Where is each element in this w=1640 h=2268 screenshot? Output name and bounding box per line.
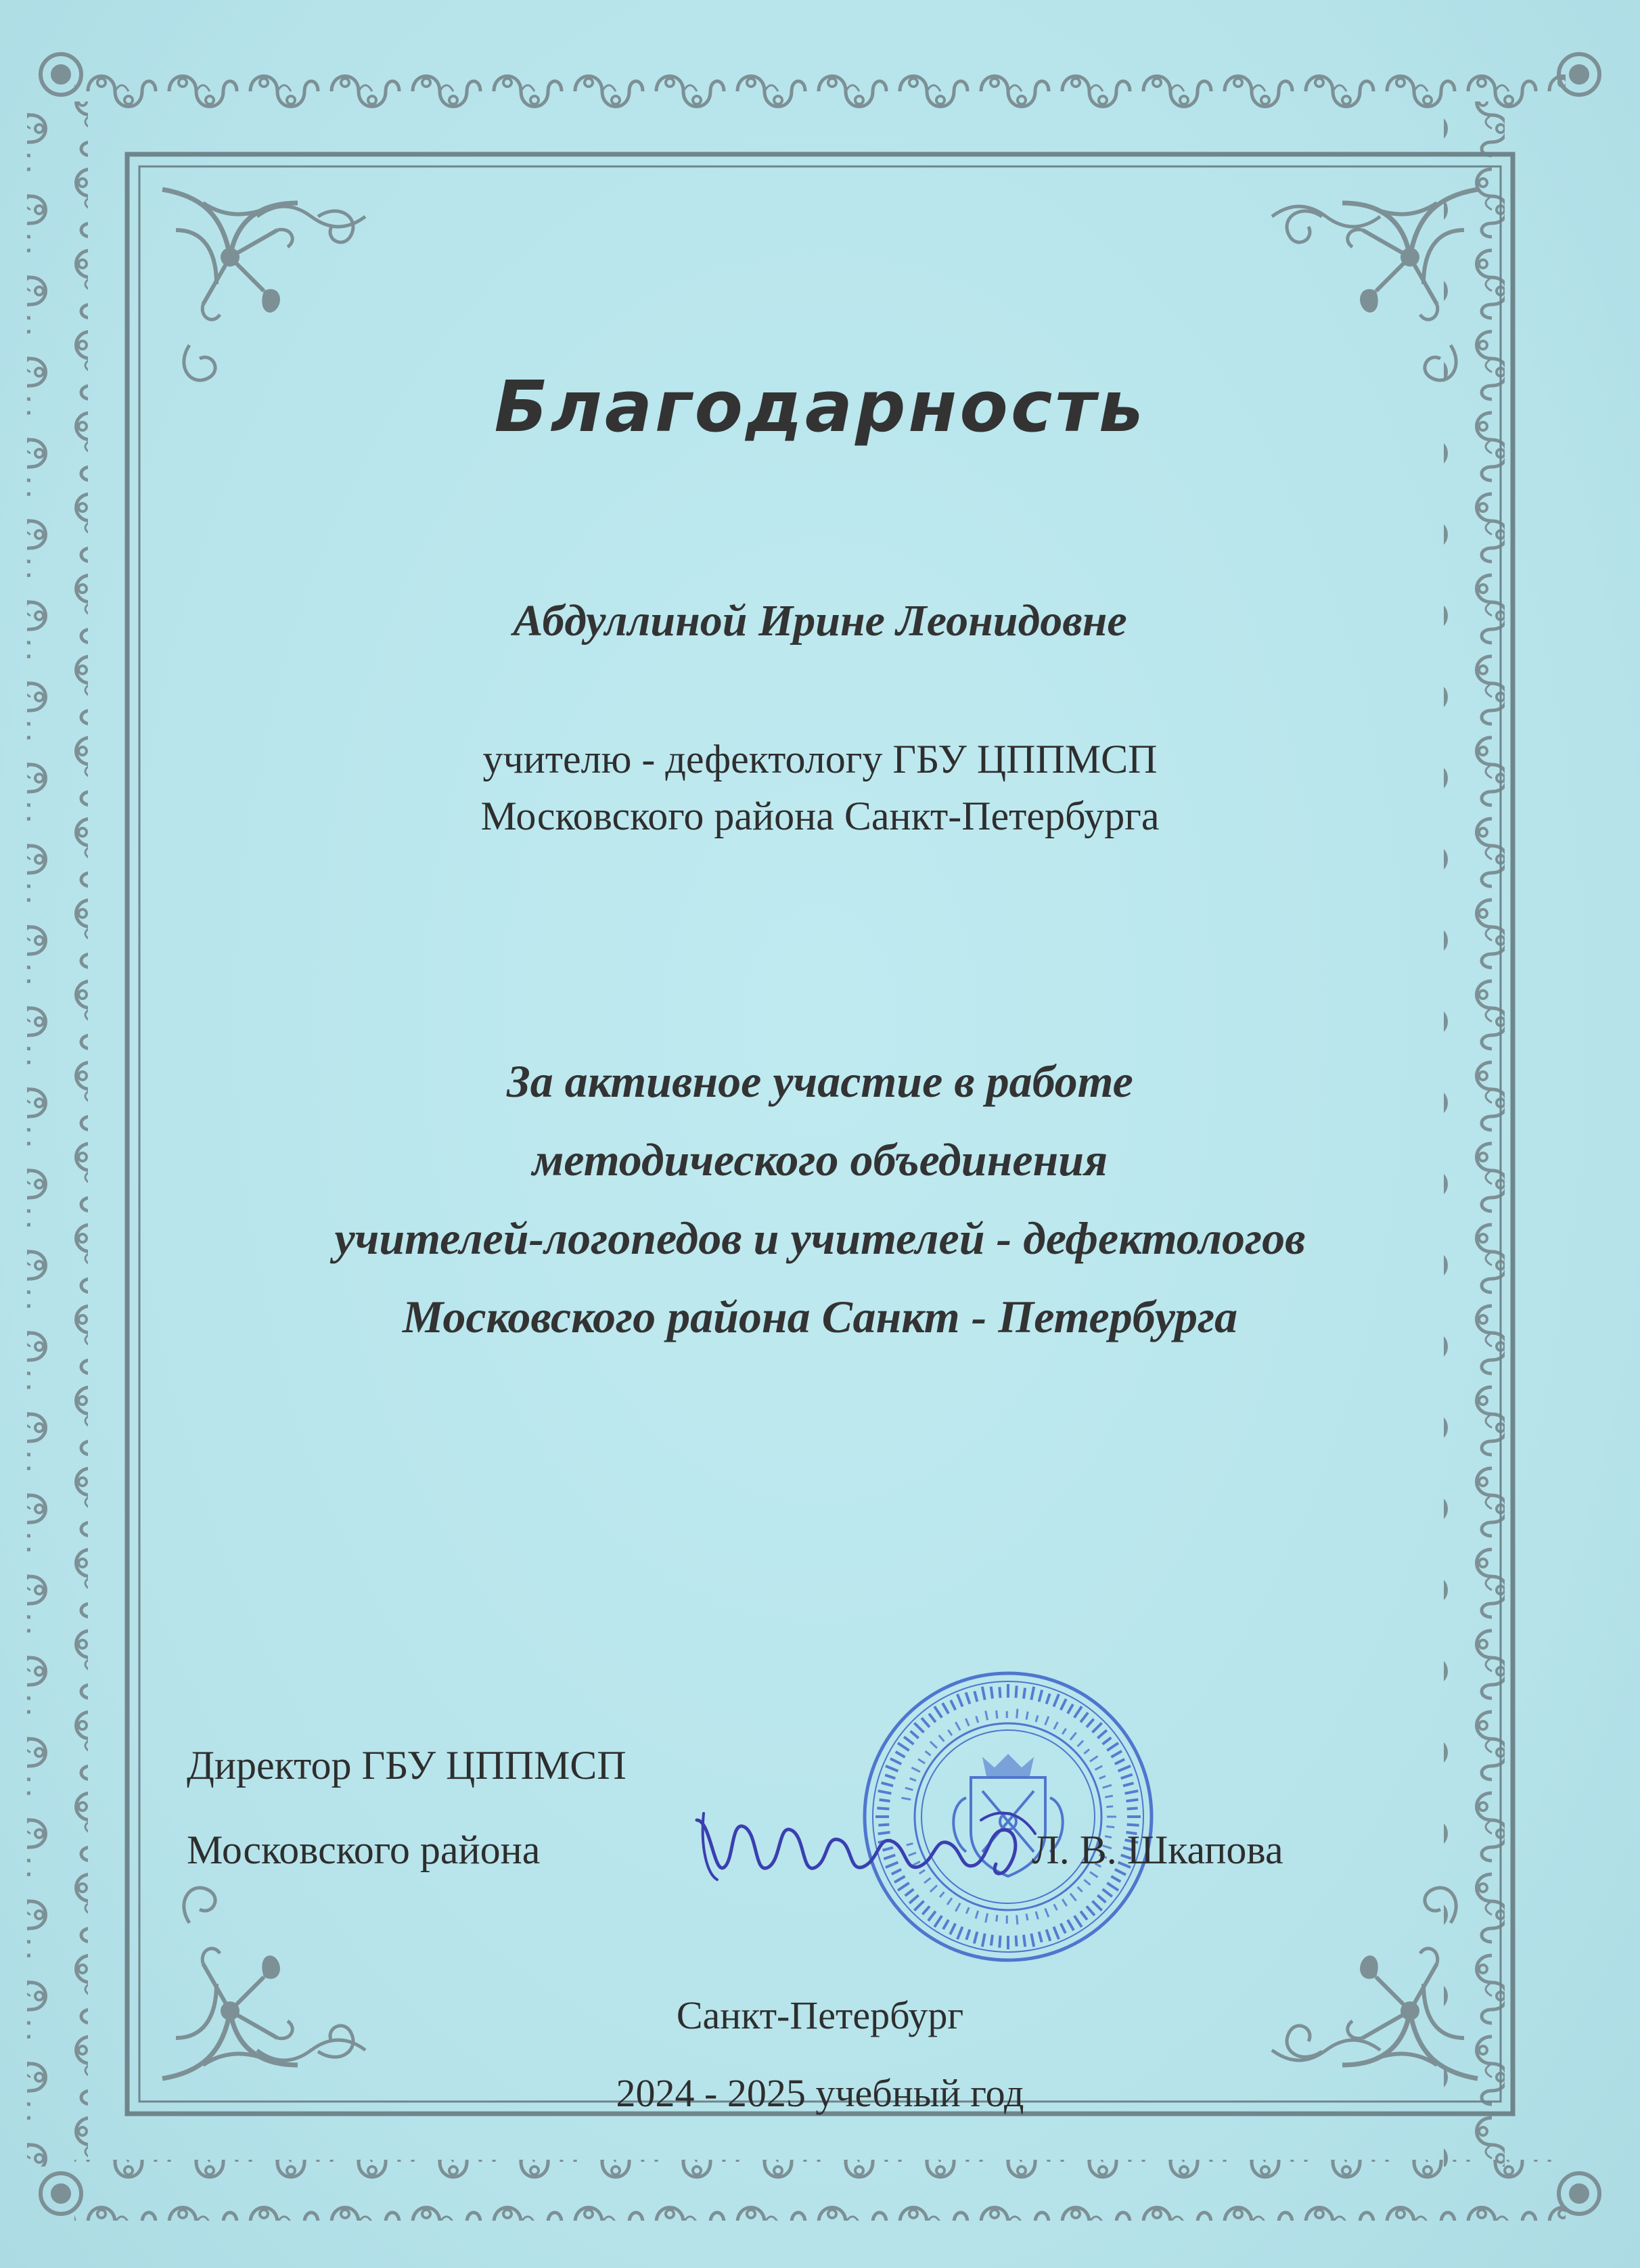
position-line: учителю - дефектологу ГБУ ЦППМСП (482, 737, 1158, 781)
stamp-glyph-mark (1074, 1706, 1082, 1718)
stamp-glyph-mark (1099, 1776, 1106, 1779)
signatory-title-district: Московского района (187, 1828, 541, 1872)
handwritten-signature (683, 1793, 1049, 1901)
signatory-name: Л. В. Шкапова (1032, 1828, 1283, 1872)
stamp-glyph-mark (929, 1714, 936, 1723)
stamp-glyph-mark (1078, 1741, 1084, 1747)
stamp-glyph-mark (905, 1788, 913, 1790)
stamp-glyph-mark (1026, 1914, 1028, 1921)
stamp-glyph-mark (1125, 1791, 1139, 1794)
stamp-glyph-mark (1016, 1936, 1017, 1947)
academic-year: 2024 - 2025 учебный год (616, 2071, 1024, 2115)
stamp-glyph-mark (1016, 1685, 1017, 1698)
recipient-name: Абдуллиной Ирине Леонидовне (513, 596, 1127, 645)
stamp-glyph-mark (910, 1778, 916, 1781)
stamp-glyph-mark (914, 1723, 924, 1732)
stamp-glyph-mark (1118, 1766, 1131, 1771)
stamp-glyph-mark (982, 1687, 985, 1700)
stamp-glyph-mark (966, 1692, 970, 1704)
reason-line: Московского района Санкт - Петербурга (402, 1291, 1238, 1342)
stamp-glyph-mark (1093, 1901, 1102, 1911)
stamp-glyph-mark (950, 1924, 955, 1934)
stamp-glyph-mark (943, 1920, 949, 1929)
stamp-glyph-mark (1047, 1930, 1051, 1941)
stamp-glyph-mark (930, 1742, 937, 1748)
stamp-glyph-mark (955, 1903, 960, 1911)
stamp-glyph-mark (1054, 1904, 1057, 1910)
stamp-glyph-mark (1047, 1694, 1050, 1704)
stamp-glyph-mark (1053, 1694, 1059, 1707)
stamp-glyph-mark (1024, 1935, 1025, 1947)
stamp-glyph-mark (957, 1927, 963, 1940)
stamp-glyph-mark (986, 1913, 988, 1923)
stamp-glyph-mark (896, 1752, 905, 1757)
stamp-glyph-mark (918, 1759, 925, 1764)
stamp-glyph-mark (890, 1759, 901, 1764)
stamp-glyph-mark (1115, 1759, 1124, 1764)
stamp-glyph-mark (942, 1703, 949, 1714)
stamp-glyph-mark (1039, 1690, 1043, 1702)
stamp-glyph-mark (999, 1936, 1000, 1948)
stamp-glyph-mark (1039, 1932, 1042, 1943)
stamp-glyph-mark (1111, 1876, 1120, 1882)
stamp-glyph-mark (1080, 1713, 1088, 1722)
reason-line: учителей-логопедов и учителей - дефектологов (334, 1212, 1306, 1264)
stamp-glyph-mark (982, 1934, 985, 1947)
stamp-glyph-mark (955, 1722, 960, 1730)
stamp-glyph-mark (1068, 1704, 1073, 1714)
stamp-glyph-mark (921, 1718, 930, 1727)
stamp-glyph-mark (1090, 1756, 1098, 1762)
stamp-glyph-mark (974, 1932, 978, 1943)
stamp-glyph-mark (976, 1716, 978, 1723)
stamp-glyph-mark (986, 1711, 988, 1721)
stamp-glyph-mark (991, 1687, 993, 1699)
stamp-glyph-mark (911, 1731, 919, 1738)
stamp-glyph-mark (1017, 1915, 1018, 1924)
stamp-glyph-mark (904, 1737, 913, 1744)
stamp-glyph-mark (991, 1935, 993, 1946)
position-line: Московского района Санкт-Петербурга (480, 794, 1160, 838)
stamp-glyph-mark (966, 1930, 970, 1940)
stamp-glyph-mark (911, 1767, 920, 1771)
stamp-glyph-mark (926, 1751, 931, 1755)
stamp-glyph-mark (1061, 1699, 1066, 1710)
stamp-glyph-mark (951, 1700, 955, 1710)
stamp-glyph-mark (1095, 1766, 1103, 1770)
reason-line: методического объединения (532, 1134, 1108, 1185)
stamp-glyph-mark (1084, 1880, 1090, 1885)
stamp-glyph-mark (1024, 1688, 1025, 1699)
stamp-glyph-mark (1097, 1730, 1107, 1738)
stamp-glyph-mark (939, 1736, 944, 1742)
stamp-glyph-mark (886, 1766, 898, 1771)
stamp-glyph-mark (898, 1743, 909, 1750)
stamp-glyph-mark (922, 1906, 930, 1914)
stamp-glyph-mark (1123, 1783, 1134, 1786)
stamp-glyph-mark (948, 1730, 952, 1736)
stamp-glyph-mark (1103, 1785, 1112, 1788)
stamp-glyph-mark (976, 1911, 978, 1918)
stamp-glyph-mark (1053, 1927, 1059, 1940)
stamp-glyph-mark (1107, 1883, 1118, 1890)
stamp-glyph-mark (1070, 1733, 1076, 1740)
stamp-glyph-mark (1127, 1808, 1138, 1809)
stamp-glyph-mark (1061, 1924, 1066, 1933)
reason-line: За активное участие в работе (507, 1056, 1133, 1107)
stamp-glyph-mark (1126, 1800, 1139, 1801)
stamp-glyph-mark (1036, 1911, 1038, 1920)
stamp-glyph-mark (1103, 1738, 1112, 1744)
stamp-glyph-mark (1105, 1796, 1113, 1797)
stamp-glyph-mark (928, 1911, 936, 1921)
award-reason (0, 1042, 1640, 1356)
stamp-glyph-mark (1062, 1729, 1066, 1734)
stamp-glyph-mark (966, 1907, 969, 1913)
stamp-glyph-mark (1111, 1751, 1122, 1757)
recipient-position (0, 731, 1640, 844)
stamp-glyph-mark (934, 1915, 942, 1927)
stamp-glyph-mark (1078, 1887, 1083, 1892)
stamp-glyph-mark (1074, 1915, 1082, 1927)
stamp-glyph-mark (1097, 1895, 1106, 1903)
stamp-glyph-mark (934, 1706, 942, 1718)
stamp-glyph-mark (882, 1783, 893, 1786)
stamp-glyph-mark (1045, 1908, 1049, 1917)
stamp-glyph-mark (1087, 1906, 1095, 1915)
stamp-glyph-mark (1026, 1712, 1028, 1720)
stamp-glyph-mark (1062, 1899, 1067, 1906)
certificate-title: Благодарность (494, 365, 1146, 448)
stamp-glyph-mark (1107, 1743, 1118, 1750)
stamp-glyph-mark (1054, 1722, 1058, 1729)
stamp-glyph-mark (1121, 1775, 1133, 1779)
stamp-glyph-mark (1068, 1920, 1074, 1930)
issue-city: Санкт-Петербург (676, 1993, 964, 2037)
stamp-glyph-mark (1036, 1715, 1038, 1722)
stamp-glyph-mark (1093, 1723, 1102, 1732)
stamp-glyph-mark (1087, 1719, 1094, 1727)
stamp-glyph-mark (1017, 1709, 1018, 1719)
stamp-glyph-mark (999, 1687, 1000, 1698)
stamp-glyph-mark (1070, 1894, 1076, 1901)
stamp-glyph-mark (885, 1775, 895, 1778)
stamp-glyph-mark (914, 1901, 924, 1911)
stamp-glyph-mark (1080, 1911, 1087, 1920)
stamp-glyph-mark (974, 1692, 977, 1702)
stamp-glyph-mark (1084, 1749, 1089, 1753)
stamp-glyph-mark (1103, 1889, 1112, 1897)
stamp-glyph-mark (1031, 1687, 1034, 1700)
stamp-glyph-mark (1045, 1717, 1049, 1725)
stamp-glyph-mark (1031, 1934, 1034, 1947)
signatory-title: Директор ГБУ ЦППМСП (187, 1743, 627, 1788)
stamp-glyph-mark (965, 1719, 969, 1726)
stamp-glyph-mark (957, 1694, 963, 1707)
